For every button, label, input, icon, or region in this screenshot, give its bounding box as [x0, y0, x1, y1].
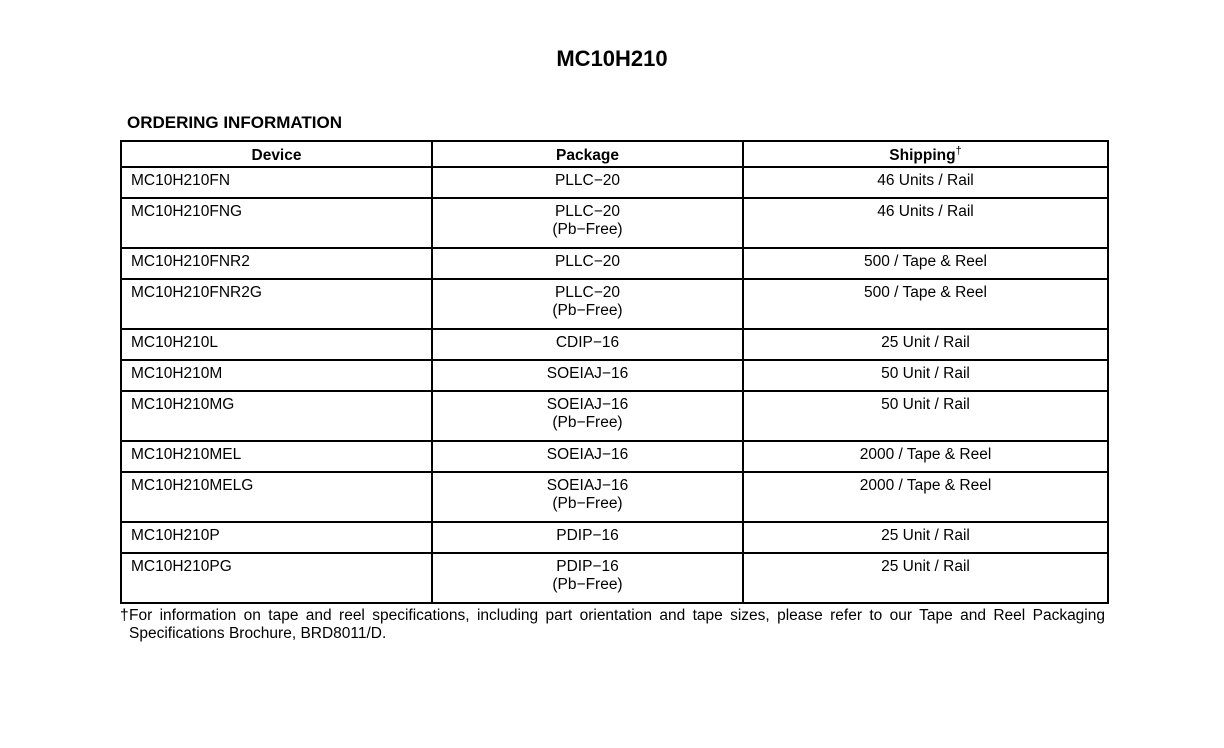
package-name: CDIP−16: [555, 334, 620, 351]
package-name: PDIP−16: [556, 558, 619, 575]
package-note: (Pb−Free): [552, 495, 623, 512]
device-cell: MC10H210MG: [121, 391, 432, 441]
shipping-cell: 2000 / Tape & Reel: [743, 441, 1108, 472]
column-header-shipping: [743, 141, 1108, 167]
device-cell: MC10H210MELG: [121, 472, 432, 522]
table-row: [121, 279, 1108, 329]
package-cell: [432, 167, 743, 198]
package-cell: [432, 553, 743, 603]
device-cell: MC10H210FNR2G: [121, 279, 432, 329]
footnote-text: For information on tape and reel specifications, including part orientation and tape sizes, please refer to our Tape and Reel Packaging Specifications Brochure, BRD8011/D.: [129, 607, 1105, 642]
footnote-mark: †: [120, 607, 129, 624]
shipping-cell: 500 / Tape & Reel: [743, 248, 1108, 279]
device-cell: MC10H210MEL: [121, 441, 432, 472]
device-cell: MC10H210L: [121, 329, 432, 360]
package-name: PLLC−20: [554, 203, 621, 220]
shipping-cell: 50 Unit / Rail: [743, 360, 1108, 391]
package-cell: [432, 198, 743, 248]
table-row: [121, 441, 1108, 472]
package-name: PDIP−16: [556, 527, 619, 544]
package-cell: [432, 391, 743, 441]
shipping-cell: 500 / Tape & Reel: [743, 279, 1108, 329]
shipping-cell: 46 Units / Rail: [743, 167, 1108, 198]
package-name: SOEIAJ−16: [546, 446, 629, 463]
package-note: (Pb−Free): [552, 221, 623, 238]
shipping-cell: 46 Units / Rail: [743, 198, 1108, 248]
shipping-cell: 25 Unit / Rail: [743, 522, 1108, 553]
column-header-device-label: Device: [251, 147, 302, 164]
table-row: [121, 360, 1108, 391]
table-header-row: [121, 141, 1108, 167]
document-title: MC10H210: [556, 46, 668, 71]
device-cell: MC10H210P: [121, 522, 432, 553]
table-row: [121, 391, 1108, 441]
package-cell: [432, 472, 743, 522]
table-row: [121, 522, 1108, 553]
table-body: [121, 167, 1108, 603]
package-name: PLLC−20: [554, 253, 621, 270]
package-name: SOEIAJ−16: [546, 365, 629, 382]
package-note: (Pb−Free): [552, 302, 623, 319]
column-header-package: [432, 141, 743, 167]
table-row: [121, 248, 1108, 279]
package-cell: [432, 360, 743, 391]
shipping-cell: 25 Unit / Rail: [743, 553, 1108, 603]
device-cell: MC10H210FN: [121, 167, 432, 198]
package-cell: [432, 441, 743, 472]
column-header-shipping-label: Shipping: [889, 147, 956, 164]
shipping-cell: 25 Unit / Rail: [743, 329, 1108, 360]
package-note: (Pb−Free): [552, 576, 623, 593]
package-note: (Pb−Free): [552, 414, 623, 431]
column-header-package-label: Package: [556, 147, 619, 164]
package-cell: [432, 248, 743, 279]
table-row: [121, 329, 1108, 360]
footnote-reference-mark: †: [955, 144, 962, 157]
device-cell: MC10H210FNG: [121, 198, 432, 248]
device-cell: MC10H210FNR2: [121, 248, 432, 279]
package-cell: [432, 279, 743, 329]
footnote: [120, 607, 1105, 643]
ordering-information-table: [120, 140, 1109, 604]
table-row: [121, 472, 1108, 522]
section-heading: ORDERING INFORMATION: [127, 113, 343, 132]
package-name: SOEIAJ−16: [546, 477, 629, 494]
device-cell: MC10H210M: [121, 360, 432, 391]
shipping-cell: 50 Unit / Rail: [743, 391, 1108, 441]
package-cell: [432, 522, 743, 553]
column-header-device: [121, 141, 432, 167]
package-cell: [432, 329, 743, 360]
package-name: SOEIAJ−16: [546, 396, 629, 413]
package-name: PLLC−20: [554, 284, 621, 301]
table-row: [121, 553, 1108, 603]
table-row: [121, 167, 1108, 198]
device-cell: MC10H210PG: [121, 553, 432, 603]
shipping-cell: 2000 / Tape & Reel: [743, 472, 1108, 522]
package-name: PLLC−20: [554, 172, 621, 189]
table-row: [121, 198, 1108, 248]
